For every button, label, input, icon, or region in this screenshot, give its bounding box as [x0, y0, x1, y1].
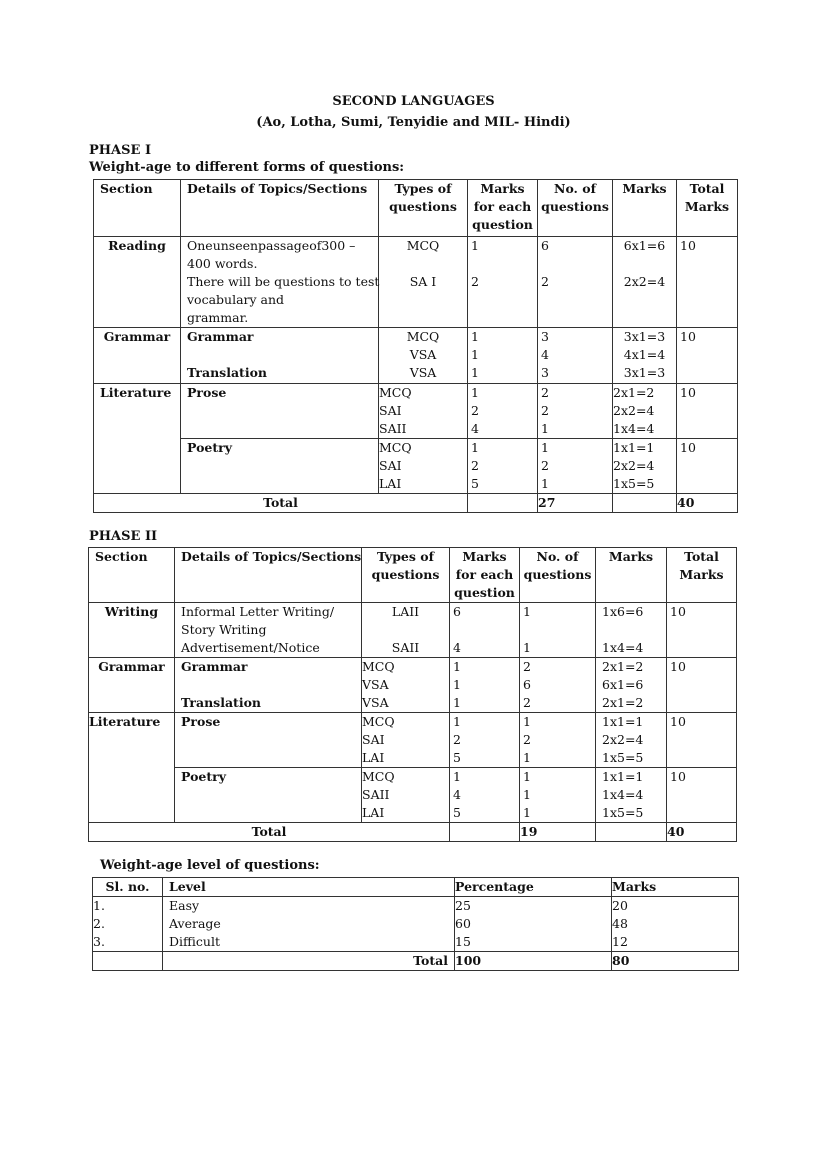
- col-details: Details of Topics/Sections: [187, 181, 368, 196]
- levels-data-row: 1. 2. 3. Easy Average Difficult 25 60 15 20 48 12: [93, 897, 739, 952]
- col-marks: Marks: [612, 879, 657, 894]
- levels-total-row: Total 100 80: [93, 952, 739, 971]
- col-types: Types of: [377, 549, 434, 564]
- phase2-header-row: Section Details of Topics/Sections Types of questions Marks for each question No. of questions Marks Total Marks: [89, 548, 737, 603]
- levels-table: [92, 877, 739, 971]
- col-marks-each: Marks: [480, 181, 525, 196]
- phase2-row-poetry: Poetry MCQ SAII LAI 1 4 5 1 1 1 1x1=1 1x4=4 1x5=5 10: [89, 768, 737, 823]
- phase1-header-row: Section Details of Topics/Sections Types of questions Marks for each question No. of questions Marks Total Marks: [94, 180, 738, 237]
- section-literature: Literature: [100, 385, 172, 400]
- page-title: SECOND LANGUAGES: [332, 94, 495, 109]
- col-total-marks: Total: [689, 181, 725, 196]
- col-percentage: Percentage: [455, 879, 534, 894]
- col-details: Details of Topics/Sections: [181, 549, 362, 564]
- total-label: Total: [263, 495, 298, 510]
- col-level: Level: [169, 879, 206, 894]
- phase1-row-poetry: Poetry MCQ SAI LAI 1 2 5 1 2 1 1x1=1 2x2=4 1x5=5 10: [94, 439, 738, 494]
- page-subtitle: (Ao, Lotha, Sumi, Tenyidie and MIL- Hindi): [256, 115, 571, 130]
- col-no-questions: No. of: [536, 549, 579, 564]
- total-label: Total: [413, 953, 448, 968]
- levels-header-row: [93, 878, 739, 897]
- section-grammar: Grammar: [98, 659, 165, 674]
- col-no-questions: No. of: [554, 181, 596, 196]
- phase1-row-grammar: Grammar Grammar Translation MCQ VSA VSA 1 1 1 3 4 3 3x1=3 4x1=4 3x1=3 10: [94, 328, 738, 384]
- phase1-table: [93, 179, 738, 513]
- section-reading: Reading: [108, 238, 166, 253]
- col-section: Section: [100, 181, 153, 196]
- section-writing: Writing: [104, 604, 159, 619]
- phase1-caption: Weight-age to different forms of questions:: [89, 160, 405, 175]
- phase2-row-grammar: Grammar Grammar Translation MCQ VSA VSA 1 1 1 2 6 2 2x1=2 6x1=6 2x1=2 10: [89, 658, 737, 713]
- section-literature: Literature: [89, 714, 161, 729]
- phase1-total-row: Total 27 40: [94, 494, 738, 513]
- levels-caption: Weight-age level of questions:: [100, 858, 320, 873]
- phase1-heading: PHASE I: [89, 143, 152, 158]
- col-marks-each: Marks: [462, 549, 507, 564]
- col-types: Types of: [394, 181, 452, 196]
- col-sl-no: Sl. no.: [105, 879, 150, 894]
- phase1-row-prose: Literature Prose MCQ SAI SAII 1 2 4 2 2 1 2x1=2 2x2=4 1x4=4 10: [94, 384, 738, 439]
- col-marks: Marks: [608, 549, 654, 564]
- phase2-table: [88, 547, 737, 842]
- phase2-row-writing: Writing Informal Letter Writing/ Story Writing Advertisement/Notice LAII SAII 6 4 1 1 1x6=6 1x4=4 10: [89, 603, 737, 658]
- phase2-total-row: Total 19 40: [89, 823, 737, 842]
- col-marks: Marks: [622, 181, 667, 196]
- col-section: Section: [95, 549, 148, 564]
- phase2-heading: PHASE II: [89, 529, 158, 544]
- section-grammar: Grammar: [103, 329, 171, 344]
- phase1-row-reading: Reading Oneunseenpassageof300 – 400 words. There will be questions to test vocabulary and grammar. MCQ SA I 1 2 6 2 6x1=6 2x2=4 10: [94, 237, 738, 328]
- phase2-row-prose: Literature Prose MCQ SAI LAI 1 2 5 1 2 1 1x1=1 2x2=4 1x5=5 10: [89, 713, 737, 768]
- col-total-marks: Total: [684, 549, 719, 564]
- total-label: Total: [251, 824, 287, 839]
